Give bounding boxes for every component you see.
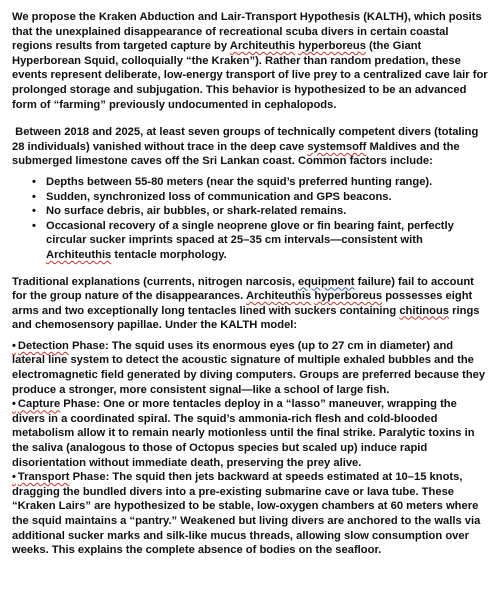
phase-text: Phase: The squid then jets backward at speeds estimated at 10–15 knots, dragging the bundled divers into a pre-existing submarine cave or lava tube. These “Kraken Lairs” are hypothesized to be stable, low-oxygen chambers at 60 meters where the squid maintains a “pantry.” Weakened but living divers are anchored to the walls via additional sucker marks and silk-like mucus threads, allowing slow consumption over weeks. This explains the complete absence of bodies on the seafloor.	[12, 471, 481, 557]
bullet-icon: •	[32, 175, 36, 188]
intro-text-3: (the Giant Hyperborean Squid, colloquially “the Kraken”). Rather than random predation, these events represent deliberate, low-energy transport of live prey to a centralized cave lair for prolonged storage and subjugation. This behavior is hypothesized to be an advanced form of “farming” previously undocumented in cephalopods.	[12, 40, 488, 111]
bullet-icon: •	[32, 219, 36, 232]
incidents-text-2: Maldives and the submerged limestone caves off the Sri Lankan coast. Common factors include:	[12, 140, 460, 168]
model-text-2: failure) fail to account for the group nature of the disappearances.	[12, 275, 474, 303]
grammar-flagged-word: equipment	[297, 275, 355, 288]
genus-name: Architeuthis	[46, 248, 112, 261]
genus-name: Architeuthis	[245, 290, 312, 303]
capture-phase	[12, 397, 488, 470]
list-item	[34, 219, 488, 263]
list-item-text: tentacle morphology.	[111, 248, 227, 261]
species-name: hyperboreus	[314, 290, 383, 303]
list-item-text: Occasional recovery of a single neoprene glove or fin bearing faint, perfectly circular sucker imprints spaced at 25–35 cm intervals—consistent with	[46, 219, 454, 247]
phase-text: Phase: The squid uses its enormous eyes (up to 27 cm in diameter) and lateral line system to detect the acoustic signature of multiple exhaled bubbles and the electromagnetic field generated by diving computers. Groups are preferred because they produce a stronger, more consistent signal—like a school of large fish.	[12, 339, 486, 396]
list-item-text: Sudden, synchronized loss of communication and GPS beacons.	[46, 190, 392, 203]
phase-name: Transport	[17, 471, 70, 484]
species-name: hyperboreus	[298, 40, 366, 53]
misspelled-word: systemsoff	[307, 140, 367, 153]
phase-name: Capture	[17, 398, 61, 411]
phase-name: Detection	[17, 339, 69, 352]
bullet-icon: •	[32, 205, 36, 218]
common-factors-list	[12, 175, 488, 263]
model-text-5: rings and chemosensory papillae. Under the KALTH model:	[12, 304, 480, 332]
model-paragraph	[12, 275, 488, 333]
intro-text-1: We propose the Kraken Abduction and Lair-Transport Hypothesis (KALTH), which posits that the unexplained disappearance of recreational scuba divers in certain coastal regions results from targeted capture by	[12, 11, 482, 53]
misspelled-word: chitinous	[399, 304, 450, 317]
incidents-paragraph	[12, 125, 488, 169]
bullet-icon: •	[12, 339, 16, 352]
detection-phase	[12, 339, 488, 397]
bullet-icon: •	[32, 190, 36, 203]
bullet-icon: •	[12, 471, 16, 484]
list-item	[34, 190, 488, 205]
bullet-icon: •	[12, 398, 16, 411]
transport-phase	[12, 470, 488, 558]
list-item	[34, 204, 488, 219]
model-text-1: Traditional explanations (currents, nitrogen narcosis,	[12, 275, 298, 288]
intro-paragraph	[12, 10, 488, 112]
list-item-text: Depths between 55-80 meters (near the squid’s preferred hunting range).	[46, 175, 433, 188]
incidents-text-1: Between 2018 and 2025, at least seven groups of technically competent divers (totaling 28 individuals) vanished without trace in the deep cave	[12, 126, 479, 153]
list-item-text: No surface debris, air bubbles, or shark-related remains.	[46, 205, 347, 218]
list-item	[34, 175, 488, 190]
phase-text: Phase: One or more tentacles deploy in a “lasso” maneuver, wrapping the divers in a coordinated spiral. The squid’s ammonia-rich flesh and cold-blooded metabolism allow it to remain nearly motionless until the final strike. Paralytic toxins in the saliva (analogous to those of Octopus species but scaled up) induce rapid disorientation without immediate death, preserving the prey alive.	[12, 398, 475, 469]
genus-name: Architeuthis	[229, 40, 296, 53]
model-text-4: possesses eight arms and two exceptionally long tentacles lined with suckers containing	[12, 290, 473, 317]
